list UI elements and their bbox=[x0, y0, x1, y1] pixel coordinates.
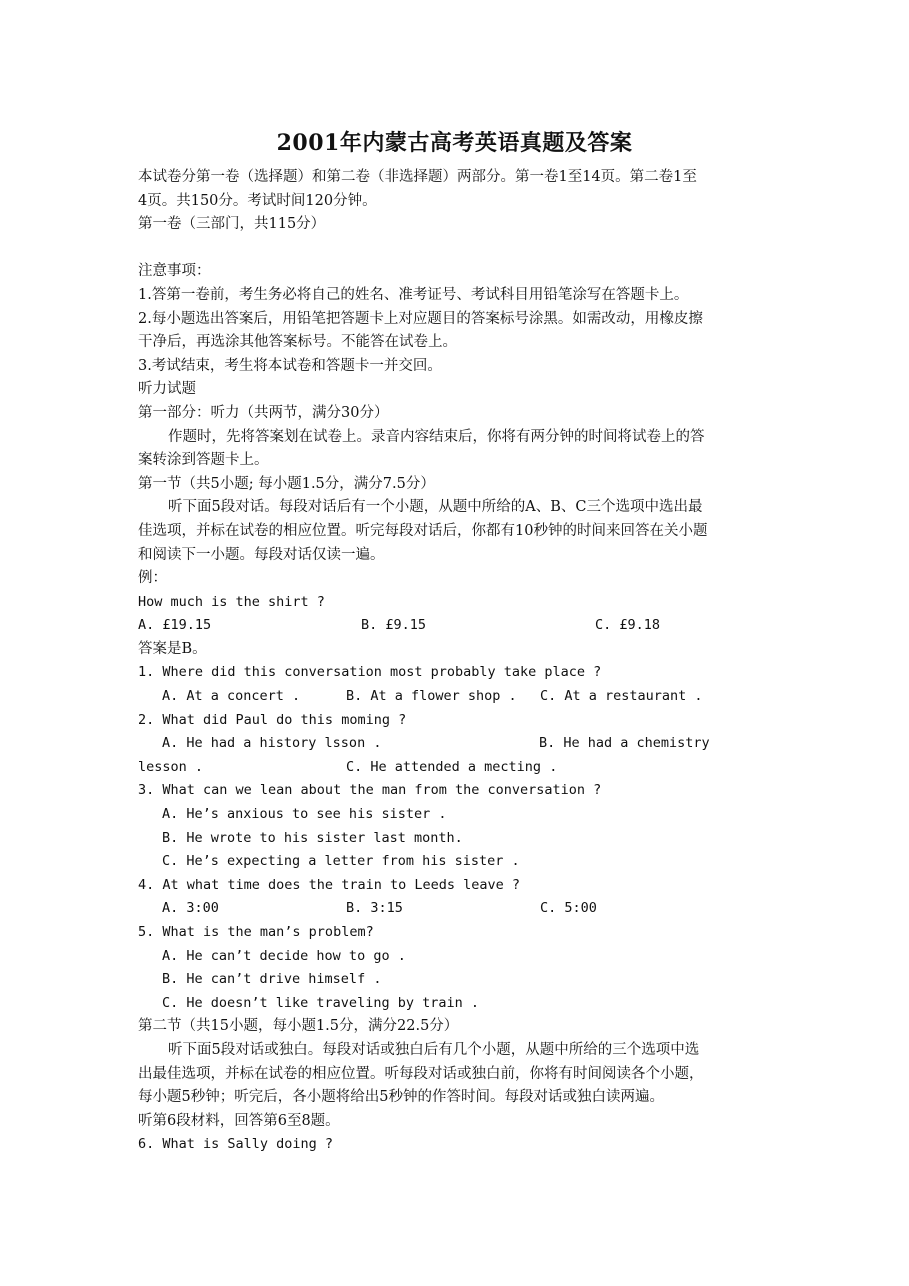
listening-heading: 听力试题 bbox=[138, 381, 196, 398]
section-two-instructions-continued: 每小题5秒钟；听完后，各小题将给出5秒钟的作答时间。每段对话或独白读两遍。 bbox=[138, 1089, 664, 1106]
section-one-instructions-continued: 和阅读下一小题。每段对话仅读一遍。 bbox=[138, 546, 385, 563]
question-2-option-b: B. He had a chemistry bbox=[539, 735, 710, 752]
question-3-option-b: B. He wrote to his sister last month. bbox=[162, 829, 463, 846]
example-question: How much is the shirt ? bbox=[138, 593, 325, 610]
note-item-continued: 干净后，再选涂其他答案标号。不能答在试卷上。 bbox=[138, 334, 457, 351]
section-two-heading: 第二节（共15小题，每小题1.5分，满分22.5分） bbox=[138, 1018, 459, 1035]
example-option-c: C. £9.18 bbox=[595, 617, 661, 634]
question-2: 2. What did Paul do this moming ? bbox=[138, 711, 407, 728]
part-one-instructions: 作题时，先将答案划在试卷上。录音内容结束后，你将有两分钟的时间将试卷上的答 bbox=[168, 428, 705, 445]
question-1-options bbox=[138, 685, 778, 709]
notes-heading: 注意事项： bbox=[138, 263, 211, 280]
question-3-option-c: C. He’s expecting a letter from his sister . bbox=[162, 853, 520, 870]
intro-line: 本试卷分第一卷（选择题）和第二卷（非选择题）两部分。第一卷1至14页。第二卷1至 bbox=[138, 169, 697, 185]
section-two-instructions-continued: 出最佳选项，并标在试卷的相应位置。听每段对话或独白前，你将有时间阅读各个小题， bbox=[138, 1065, 704, 1082]
part-one-heading: 第一部分：听力（共两节，满分30分） bbox=[138, 404, 389, 421]
question-3: 3. What can we lean about the man from the conversation ? bbox=[138, 782, 602, 799]
question-4-option-b: B. 3:15 bbox=[346, 900, 403, 917]
question-2-option-c: C. He attended a mecting . bbox=[346, 758, 558, 775]
question-2-options bbox=[138, 732, 778, 756]
document-body bbox=[138, 166, 778, 1157]
note-item: 1.答第一卷前，考生务必将自己的姓名、准考证号、考试科目用铅笔涂写在答题卡上。 bbox=[138, 286, 689, 303]
part-one-instructions-continued: 案转涂到答题卡上。 bbox=[138, 452, 269, 469]
question-5-option-a: A. He can’t decide how to go . bbox=[162, 947, 406, 964]
section-one-instructions: 听下面5段对话。每段对话后有一个小题，从题中所给的A、B、C三个选项中选出最 bbox=[168, 499, 703, 516]
example-option-b: B. £9.15 bbox=[361, 617, 427, 634]
question-5-option-c: C. He doesn’t like traveling by train . bbox=[162, 994, 479, 1011]
section-one-instructions-continued: 佳选项，并标在试卷的相应位置。听完每段对话后，你都有10秒钟的时间来回答在关小题 bbox=[138, 522, 708, 539]
example-answer: 答案是B。 bbox=[138, 640, 207, 657]
question-6: 6. What is Sally doing ? bbox=[138, 1136, 334, 1153]
question-3-option-a: A. He’s anxious to see his sister . bbox=[162, 806, 447, 823]
question-2-options-continued bbox=[138, 756, 778, 780]
question-1-option-c: C. At a restaurant . bbox=[540, 688, 703, 705]
question-5-option-b: B. He can’t drive himself . bbox=[162, 971, 382, 988]
question-4: 4. At what time does the train to Leeds leave ? bbox=[138, 876, 521, 893]
section-two-instructions: 听下面5段对话或独白。每段对话或独白后有几个小题，从题中所给的三个选项中选 bbox=[168, 1041, 700, 1058]
question-4-option-c: C. 5:00 bbox=[540, 900, 597, 917]
question-1: 1. Where did this conversation most probably take place ? bbox=[138, 664, 602, 681]
document-title: 2001年内蒙古高考英语真题及答案 bbox=[276, 130, 633, 156]
example-options bbox=[138, 614, 778, 638]
question-1-option-a: A. At a concert . bbox=[162, 688, 301, 705]
question-4-options bbox=[138, 897, 778, 921]
question-2-option-a: A. He had a history lsson . bbox=[162, 735, 382, 752]
note-item: 3.考试结束，考生将本试卷和答题卡一并交回。 bbox=[138, 357, 442, 374]
intro-line: 4页。共150分。考试时间120分钟。 bbox=[138, 192, 377, 209]
example-option-a: A. £19.15 bbox=[138, 617, 212, 634]
note-item: 2.每小题选出答案后，用铅笔把答题卡上对应题目的答案标号涂黑。如需改动，用橡皮擦 bbox=[138, 310, 703, 327]
question-4-option-a: A. 3:00 bbox=[162, 900, 219, 917]
example-label: 例： bbox=[138, 570, 167, 587]
blank-line bbox=[138, 237, 778, 261]
question-2-option-b-continued: lesson . bbox=[138, 758, 204, 775]
material-six-instructions: 听第6段材料，回答第6至8题。 bbox=[138, 1112, 340, 1129]
volume-one-heading: 第一卷（三部门，共115分） bbox=[138, 216, 326, 233]
question-5: 5. What is the man’s problem? bbox=[138, 924, 374, 940]
question-1-option-b: B. At a flower shop . bbox=[346, 688, 517, 705]
section-one-heading: 第一节（共5小题; 每小题1.5分，满分7.5分） bbox=[138, 475, 435, 492]
